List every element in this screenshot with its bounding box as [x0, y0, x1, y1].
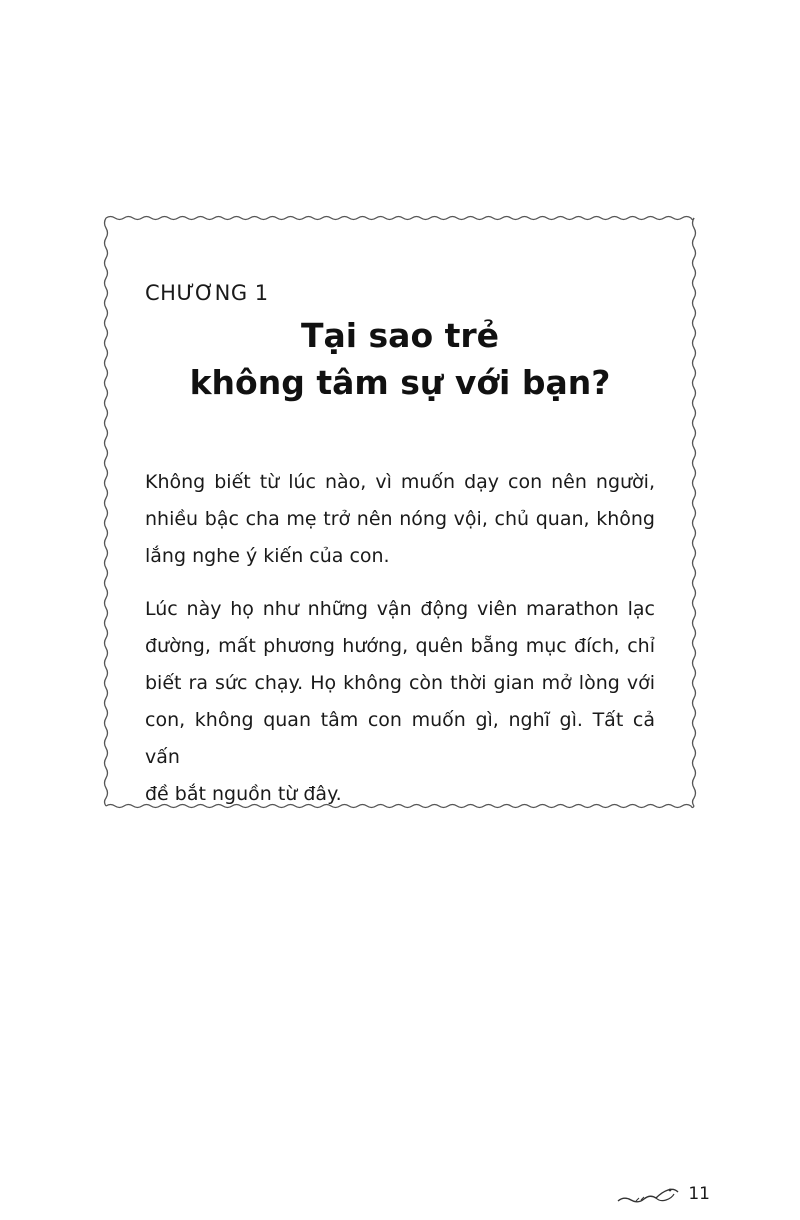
chapter-title-line: không tâm sự với bạn?: [189, 363, 611, 402]
paragraph: [145, 591, 655, 813]
chapter-label: CHƯƠNG 1: [145, 281, 269, 305]
text-line: con, không quan tâm con muốn gì, nghĩ gì. Tất cả vấn: [145, 709, 655, 768]
frame-right-border: [693, 218, 696, 806]
text-line: đề bắt nguồn từ đây.: [145, 783, 342, 805]
chapter-title: [145, 312, 655, 406]
text-line: Không biết từ lúc nào, vì muốn dạy con nên người,: [145, 471, 655, 493]
chapter-title-line: Tại sao trẻ: [300, 316, 500, 355]
page-number: 11: [688, 1184, 710, 1204]
text-line: lắng nghe ý kiến của con.: [145, 545, 390, 567]
bird-ornament-icon: [616, 1182, 682, 1206]
text-line: đường, mất phương hướng, quên bẵng mục đích, chỉ: [145, 635, 655, 657]
chapter-body: [145, 464, 655, 829]
text-line: nhiều bậc cha mẹ trở nên nóng vội, chủ quan, không: [145, 508, 655, 530]
frame-left-border: [105, 218, 108, 806]
page-footer: [616, 1182, 710, 1206]
text-line: biết ra sức chạy. Họ không còn thời gian mở lòng với: [145, 672, 655, 694]
frame-top-border: [106, 217, 694, 220]
paragraph: [145, 464, 655, 575]
text-line: Lúc này họ như những vận động viên marathon lạc: [145, 598, 655, 620]
